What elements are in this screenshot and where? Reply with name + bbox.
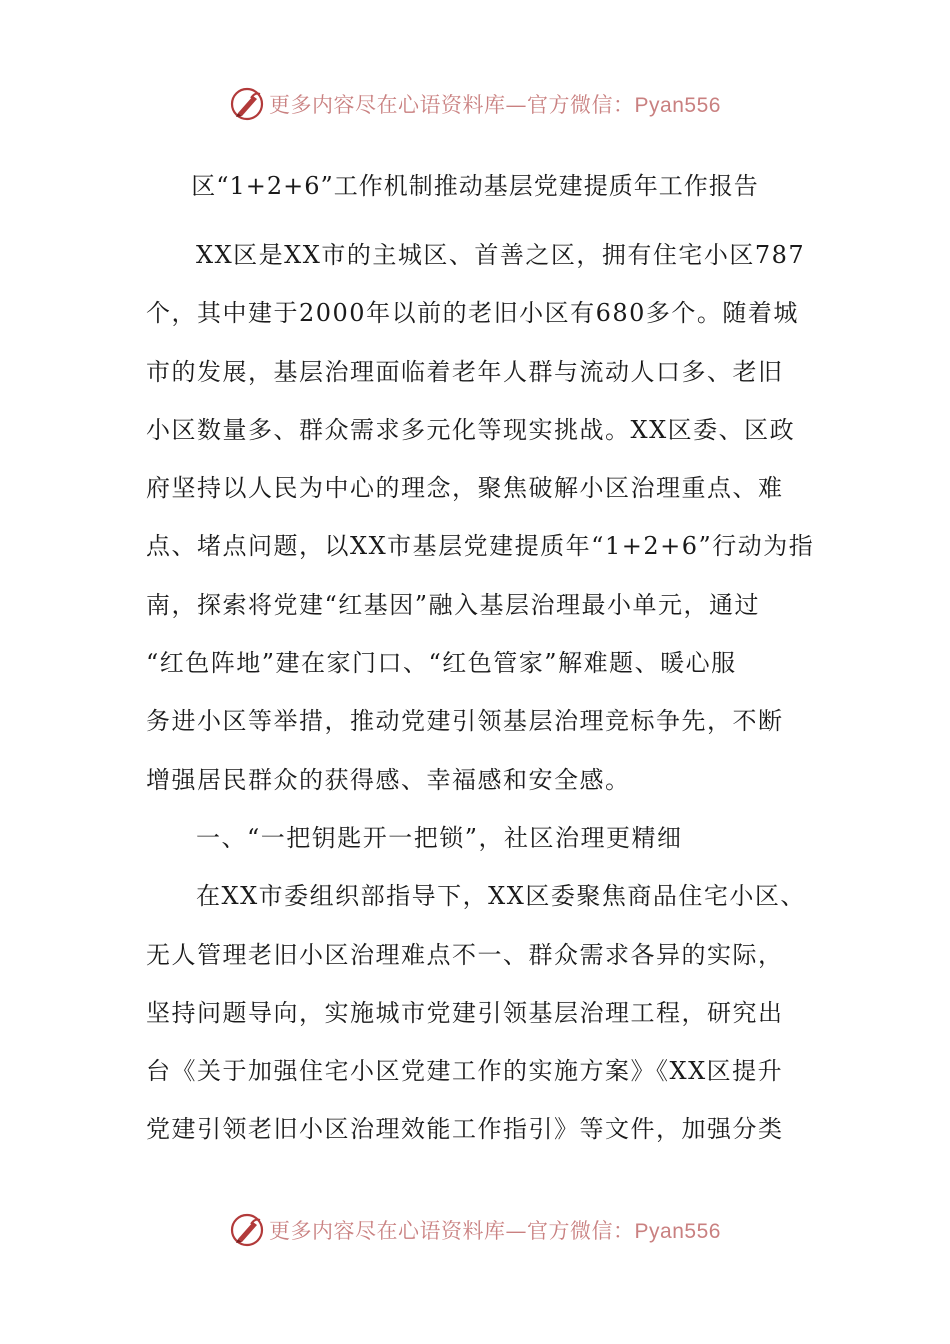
- body-line: 增强居民群众的获得感、幸福感和安全感。: [146, 765, 631, 794]
- body-line: 坚持问题导向，实施城市党建引领基层治理工程，研究出: [146, 998, 784, 1027]
- body-line: 无人管理老旧小区治理难点不一、群众需求各异的实际，: [146, 940, 784, 969]
- banner-site-name: 更多内容尽在心语资料库: [269, 1219, 506, 1243]
- banner-wx-id: Pyan556: [634, 94, 721, 117]
- banner-text: [269, 1215, 721, 1245]
- body-line: XX区是XX市的主城区、首善之区，拥有住宅小区787: [196, 241, 806, 269]
- banner-dash: —: [505, 1219, 528, 1243]
- body-line: 点、堵点问题，以XX市基层党建提质年“1+2+6”行动为指: [146, 532, 815, 561]
- banner-wx-id: Pyan556: [634, 1220, 721, 1243]
- body-line: 个，其中建于2000年以前的老旧小区有680多个。随着城: [146, 299, 799, 328]
- body-line: 在XX市委组织部指导下，XX区委聚焦商品住宅小区、: [196, 882, 806, 911]
- banner-site-name: 更多内容尽在心语资料库: [269, 93, 506, 117]
- body-line: 小区数量多、群众需求多元化等现实挑战。XX区委、区政: [146, 415, 796, 444]
- body-line: 府坚持以人民为中心的理念，聚焦破解小区治理重点、难: [146, 474, 784, 503]
- banner-wx-label: 官方微信：: [527, 1219, 635, 1243]
- pen-nib-logo-icon: [229, 1212, 265, 1248]
- banner-dash: —: [505, 93, 528, 117]
- pen-nib-logo-icon: [229, 86, 265, 122]
- banner-text: [269, 89, 721, 119]
- body-line: 务进小区等举措，推动党建引领基层治理竞标争先，不断: [146, 707, 784, 736]
- header-watermark-banner: [0, 82, 950, 126]
- body-line: “红色阵地”建在家门口、“红色管家”解难题、暖心服: [146, 649, 737, 678]
- section-heading: 一、“一把钥匙开一把锁”，社区治理更精细: [196, 823, 683, 852]
- document-title: 区“1+2+6”工作机制推动基层党建提质年工作报告: [191, 172, 759, 200]
- body-line: 台《关于加强住宅小区党建工作的实施方案》《XX区提升: [146, 1057, 784, 1086]
- footer-watermark-banner: [0, 1208, 950, 1252]
- body-line: 市的发展，基层治理面临着老年人群与流动人口多、老旧: [146, 357, 784, 386]
- body-line: 党建引领老旧小区治理效能工作指引》等文件，加强分类: [146, 1115, 784, 1144]
- body-line: 南，探索将党建“红基因”融入基层治理最小单元，通过: [146, 590, 761, 619]
- banner-wx-label: 官方微信：: [527, 93, 635, 117]
- document-body: [146, 226, 815, 1159]
